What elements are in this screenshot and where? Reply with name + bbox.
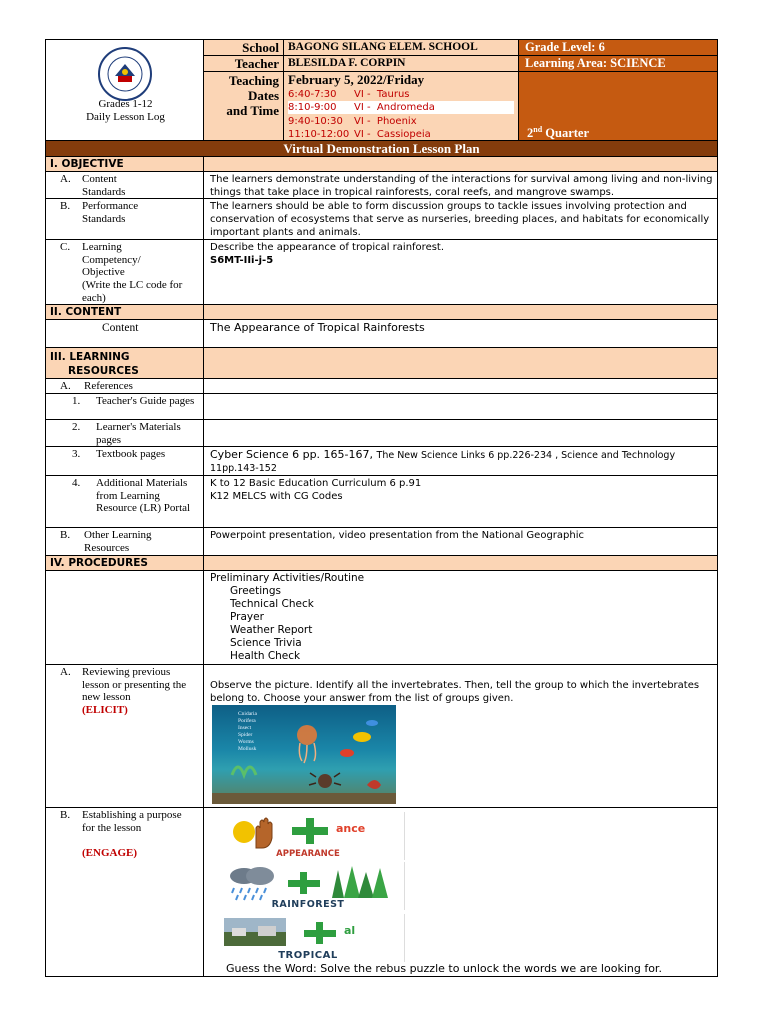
prelim-item: Technical Check <box>230 598 314 610</box>
rebus-rainforest <box>212 862 405 910</box>
content-standards-text: The learners demonstrate understanding of the interactions for survival among living and non-living things that take place in tropical rainforests, coral reefs, and mangrove swamps. <box>210 174 713 198</box>
objective-heading-cell <box>45 156 204 172</box>
content-heading-cell <box>45 304 204 320</box>
performance-label-cell <box>45 198 204 240</box>
textbook-text-main: Cyber Science 6 pp. 165-167, <box>210 448 377 461</box>
dates-label-3: and Time <box>226 103 279 118</box>
textbook-text-cell <box>203 446 718 476</box>
grade-level: Grade Level: 6 <box>525 40 605 54</box>
competency-code: S6MT-IIi-j-5 <box>210 255 274 266</box>
resources-heading-fill <box>203 347 718 379</box>
performance-text: The learners should be able to form discussion groups to tackle issues involving protection and conservation of ecosystems that serve as nurseries, breeding places, and habitats for economically important plants and animals. <box>210 201 710 238</box>
competency-letter: C. <box>60 241 71 253</box>
textbook-num: 3. <box>72 448 81 460</box>
references-label: References <box>84 380 133 392</box>
additional-materials-text-1: K to 12 Basic Education Curriculum 6 p.91 <box>210 478 422 489</box>
rebus-word: APPEARANCE <box>276 849 340 859</box>
teacher-value: BLESILDA F. CORPIN <box>288 57 406 69</box>
additional-materials-num: 4. <box>72 477 81 489</box>
other-resources-text-cell <box>203 527 718 556</box>
header-logo-cell <box>45 39 204 141</box>
learners-materials-label: Learner's Materials pages <box>96 421 181 446</box>
other-resources-label-cell <box>45 527 204 556</box>
competency-text-cell <box>203 239 718 305</box>
rebus-appearance <box>212 812 405 860</box>
teachers-guide-label-cell <box>45 393 204 420</box>
reviewing-text-cell <box>203 664 718 808</box>
learning-area-cell <box>518 55 718 72</box>
additional-materials-text-cell <box>203 475 718 528</box>
school-label-cell <box>203 39 284 56</box>
teachers-guide-num: 1. <box>72 395 81 407</box>
hand-icon <box>226 814 286 850</box>
procedures-heading-fill <box>203 555 718 571</box>
guess-word-text: Guess the Word: Solve the rebus puzzle to unlock the words we are looking for. <box>226 962 662 975</box>
schedule-row: 9:40-10:30 VI - Phoenix <box>288 116 417 127</box>
rebus-word: TROPICAL <box>278 950 338 961</box>
competency-label-note: (Write the LC code for each) <box>82 279 183 304</box>
objective-heading: I. OBJECTIVE <box>50 158 124 170</box>
schedule-row: 6:40-7:30 VI - Taurus <box>288 89 410 100</box>
content-heading-fill <box>203 304 718 320</box>
competency-label: Learning Competency/ Objective <box>82 241 141 278</box>
content-standards-text-cell <box>203 171 718 199</box>
deped-seal-icon <box>97 46 153 102</box>
reviewing-label-cell <box>45 664 204 808</box>
content-label: Content <box>102 322 139 334</box>
objective-heading-fill <box>203 156 718 172</box>
grades-label: Grades 1-12 <box>98 98 153 110</box>
quarter-cell <box>518 71 718 141</box>
reviewing-label: Reviewing previous lesson or presenting the new lesson <box>82 666 187 703</box>
resources-heading-2: RESOURCES <box>68 365 139 377</box>
reviewing-letter: A. <box>60 666 71 678</box>
dates-label-2: Dates <box>247 88 279 103</box>
content-label-cell <box>45 319 204 348</box>
quarter-label: 2nd Quarter <box>527 125 590 141</box>
references-text-cell <box>203 378 718 394</box>
establishing-label-cell <box>45 807 204 977</box>
learners-materials-text-cell <box>203 419 718 447</box>
textbook-label: Textbook pages <box>96 448 166 460</box>
reviewing-text: Observe the picture. Identify all the invertebrates. Then, tell the group to which the invertebrates belong to. Choose your answer from the list of groups given. <box>210 680 700 704</box>
prelim-list <box>204 585 717 663</box>
school-value-cell <box>283 39 519 56</box>
competency-text: Describe the appearance of tropical rainforest. <box>210 242 445 253</box>
date-value: February 5, 2022/Friday <box>288 72 425 87</box>
resources-heading-1: III. LEARNING <box>50 351 130 363</box>
resources-heading-cell <box>45 347 204 379</box>
additional-materials-label: Additional Materials from Learning Resource (LR) Portal <box>96 477 191 514</box>
learners-materials-num: 2. <box>72 421 81 433</box>
sea-creatures-icon <box>212 705 396 804</box>
invertebrates-image <box>212 705 396 804</box>
plus-icon <box>288 872 320 894</box>
rebus-suffix: al <box>344 924 356 937</box>
schedule-row-highlight: 8:10-9:00 VI - Andromeda <box>288 101 514 114</box>
teachers-guide-label: Teacher's Guide pages <box>96 395 195 407</box>
procedures-heading-cell <box>45 555 204 571</box>
textbook-label-cell <box>45 446 204 476</box>
dates-label-1: Teaching <box>228 73 279 88</box>
school-value: BAGONG SILANG ELEM. SCHOOL <box>288 41 478 53</box>
teacher-label-cell <box>203 55 284 72</box>
image-group-list: Cnidaria Porifera Insect Spider Worms Mollusk <box>238 711 257 752</box>
other-resources-text: Powerpoint presentation, video presentation from the National Geographic <box>210 530 584 541</box>
prelim-item: Greetings <box>230 585 281 597</box>
textbook-text-rest: The New Science Links 6 pp.226-234 , Science and Technology 11pp.143-152 <box>210 450 676 474</box>
performance-text-cell <box>203 198 718 240</box>
learning-area: Learning Area: SCIENCE <box>525 56 666 70</box>
plan-title-bar <box>45 140 718 157</box>
learners-materials-label-cell <box>45 419 204 447</box>
dates-label-cell <box>203 71 284 141</box>
teachers-guide-text-cell <box>203 393 718 420</box>
plus-icon <box>304 922 336 944</box>
establishing-label: Establishing a purpose for the lesson <box>82 809 182 834</box>
other-resources-label: Other Learning Resources <box>84 529 152 554</box>
rebus-suffix: ance <box>336 822 366 835</box>
rebus-tropical <box>212 914 405 962</box>
dates-value-cell <box>283 71 519 141</box>
establishing-letter: B. <box>60 809 71 821</box>
grade-level-cell <box>518 39 718 56</box>
references-label-cell <box>45 378 204 394</box>
content-heading: II. CONTENT <box>50 306 122 318</box>
prelim-label-cell <box>45 570 204 665</box>
prelim-item: Health Check <box>230 650 301 662</box>
prelim-text-cell <box>203 570 718 665</box>
schedule-row: 11:10-12:00 VI - Cassiopeia <box>288 129 431 140</box>
procedures-heading: IV. PROCEDURES <box>50 557 148 569</box>
performance-label: Performance Standards <box>82 200 139 225</box>
content-standards-label-cell <box>45 171 204 199</box>
additional-materials-text-2: K12 MELCS with CG Codes <box>210 491 343 502</box>
school-label: School <box>242 40 279 55</box>
schedule-list <box>288 88 514 140</box>
content-text: The Appearance of Tropical Rainforests <box>210 321 425 334</box>
references-letter: A. <box>60 380 71 392</box>
establishing-text-cell <box>203 807 718 977</box>
tropical-scene-icon <box>224 918 286 946</box>
other-resources-letter: B. <box>60 529 71 541</box>
prelim-item: Prayer <box>230 611 264 623</box>
forest-icon <box>324 864 394 900</box>
prelim-item: Weather Report <box>230 624 313 636</box>
engage-tag: (ENGAGE) <box>82 847 137 859</box>
rebus-word: RAINFOREST <box>271 899 345 910</box>
elicit-tag: (ELICIT) <box>82 704 128 716</box>
log-title: Daily Lesson Log <box>86 111 165 123</box>
prelim-title: Preliminary Activities/Routine <box>210 572 365 584</box>
prelim-item: Science Trivia <box>230 637 302 649</box>
plus-icon <box>292 818 328 844</box>
content-standards-label: Content Standards <box>82 173 126 198</box>
teacher-value-cell <box>283 55 519 72</box>
textbook-text <box>204 447 717 475</box>
teacher-label: Teacher <box>234 56 279 71</box>
performance-letter: B. <box>60 200 71 212</box>
additional-materials-label-cell <box>45 475 204 528</box>
competency-label-cell <box>45 239 204 305</box>
content-text-cell <box>203 319 718 348</box>
plan-title: Virtual Demonstration Lesson Plan <box>283 141 480 156</box>
rain-cloud-icon <box>222 864 284 904</box>
content-standards-letter: A. <box>60 173 71 185</box>
